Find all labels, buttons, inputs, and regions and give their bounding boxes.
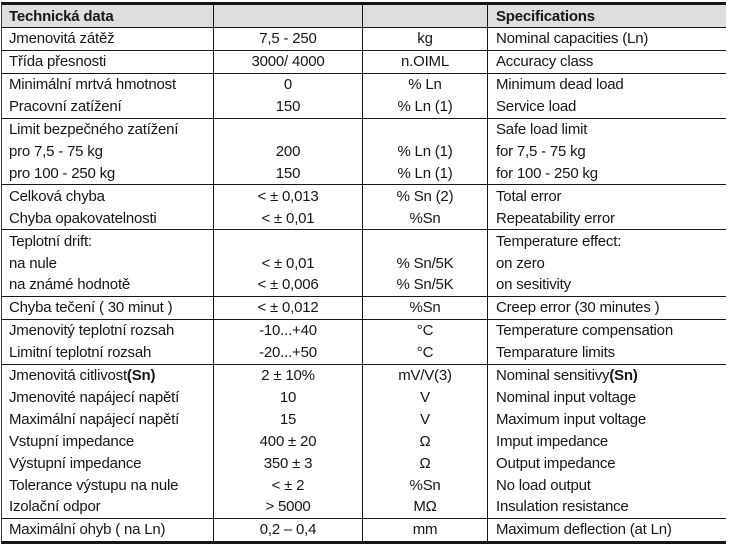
unit-cell [363,119,488,141]
unit-cell: MΩ [363,496,488,518]
value-cell: 10 [214,387,363,409]
header-value-column [214,5,363,27]
value-cell: < ± 0,012 [214,297,363,319]
table-row [2,519,726,541]
value-cell: 150 [214,162,363,184]
value-cell: < ± 2 [214,474,363,496]
table-row [2,162,726,185]
row-label-cz: Limitní teplotní rozsah [2,342,214,364]
value-cell: 0 [214,74,363,96]
row-label-cz: Jmenovitý teplotní rozsah [2,320,214,342]
row-label-en: Maximum deflection (at Ln) [496,521,672,539]
unit-cell: % Ln (1) [363,96,488,118]
unit-cell: % Sn (2) [363,185,488,207]
value-cell: -20...+50 [214,342,363,364]
unit-cell: °C [363,320,488,342]
value-cell: 350 ± 3 [214,452,363,474]
row-label-en: Maximum input voltage [496,410,647,428]
table-row [2,297,726,320]
row-label-cz: pro 100 - 250 kg [2,162,214,184]
unit-cell: °C [363,342,488,364]
table-row [2,408,726,430]
row-label-cz: na známé hodnotě [2,274,214,296]
value-cell: 7,5 - 250 [214,28,363,50]
table-row [2,274,726,297]
row-label-en: Insulation resistance [496,498,629,516]
row-label-en: Accuracy class [496,53,594,71]
row-label-cz: pro 7,5 - 75 kg [2,141,214,163]
value-cell: -10...+40 [214,320,363,342]
row-label-en: Safe load limit [496,121,588,139]
unit-cell: % Ln [363,74,488,96]
value-cell: < ± 0,01 [214,207,363,229]
row-label-cz: Chyba opakovatelnosti [2,207,214,229]
row-label-en: Creep error (30 minutes ) [496,299,660,317]
table-row [2,28,726,51]
row-label-en: on zero [496,254,545,272]
row-label-cz: Maximální ohyb ( na Ln) [2,519,214,541]
value-cell: 400 ± 20 [214,430,363,452]
table-row [2,387,726,409]
row-label-cz: Limit bezpečného zatížení [2,119,214,141]
row-label-en: Nominal capacities (Ln) [496,30,649,48]
row-label-en: Nominal sensitivy (Sn) [496,367,638,385]
table-row [2,342,726,365]
value-cell: 15 [214,408,363,430]
value-cell [214,119,363,141]
row-label-cz: Výstupní impedance [2,452,214,474]
row-label-en: Service load [496,98,577,116]
value-cell: 200 [214,141,363,163]
unit-cell: V [363,408,488,430]
row-label-cz: na nule [2,252,214,274]
row-label-en: No load output [496,476,591,494]
table-row [2,207,726,230]
row-label-en: Temparature limits [496,344,615,362]
row-label-cz: Izolační odpor [2,496,214,518]
row-label-cz: Teplotní drift: [2,230,214,252]
table-row [2,119,726,141]
row-label-cz: Třída přesnosti [2,51,214,73]
row-label-cz: Chyba tečení ( 30 minut ) [2,297,214,319]
table-row [2,452,726,474]
table-row [2,320,726,342]
value-cell [214,230,363,252]
row-label-cz: Jmenovité napájecí napětí [2,387,214,409]
value-cell: 3000/ 4000 [214,51,363,73]
table-row [2,96,726,119]
table-rows [2,28,726,541]
table-row [2,74,726,96]
row-label-cz: Tolerance výstupu na nule [2,474,214,496]
row-label-en: Output impedance [496,454,616,472]
row-label-cz: Jmenovitá zátěž [2,28,214,50]
row-label-en: Nominal input voltage [496,388,637,406]
table-row [2,51,726,74]
value-cell: > 5000 [214,496,363,518]
unit-cell: mV/V(3) [363,365,488,387]
row-label-cz: Minimální mrtvá hmotnost [2,74,214,96]
row-label-cz: Celková chyba [2,185,214,207]
unit-cell: % Ln (1) [363,162,488,184]
header-czech-title: Technická data [2,5,214,27]
row-label-cz: Pracovní zatížení [2,96,214,118]
row-label-en: Total error [496,187,562,205]
unit-cell: %Sn [363,207,488,229]
table-header-row [2,5,726,28]
specifications-table [1,2,726,544]
row-label-en: on sesitivity [496,276,571,294]
unit-cell: V [363,387,488,409]
table-row [2,252,726,274]
header-english-title: Specifications [488,5,726,27]
row-label-cz: Vstupní impedance [2,430,214,452]
value-cell: < ± 0,013 [214,185,363,207]
unit-cell: % Sn/5K [363,252,488,274]
row-label-en: Temperature compensation [496,322,673,340]
unit-cell: Ω [363,452,488,474]
unit-cell: mm [363,519,488,541]
value-cell: 2 ± 10% [214,365,363,387]
value-cell: 0,2 – 0,4 [214,519,363,541]
row-label-en: for 100 - 250 kg [496,164,598,182]
unit-cell: % Sn/5K [363,274,488,296]
value-cell: 150 [214,96,363,118]
row-label-cz: Jmenovitá citlivost (Sn) [2,365,214,387]
unit-cell [363,230,488,252]
value-cell: < ± 0,01 [214,252,363,274]
table-row [2,474,726,496]
row-label-en: Minimum dead load [496,76,624,94]
unit-cell: n.OIML [363,51,488,73]
unit-cell: %Sn [363,474,488,496]
table-row [2,496,726,519]
row-label-en: for 7,5 - 75 kg [496,142,586,160]
table-row [2,185,726,207]
unit-cell: Ω [363,430,488,452]
unit-cell: %Sn [363,297,488,319]
row-label-en: Imput impedance [496,432,609,450]
row-label-cz: Maximální napájecí napětí [2,408,214,430]
value-cell: < ± 0,006 [214,274,363,296]
table-row [2,141,726,163]
row-label-en: Temperature effect: [496,232,622,250]
header-unit-column [363,5,488,27]
table-row [2,365,726,387]
unit-cell: % Ln (1) [363,141,488,163]
unit-cell: kg [363,28,488,50]
table-row [2,430,726,452]
table-row [2,230,726,252]
row-label-en: Repeatability error [496,209,615,227]
